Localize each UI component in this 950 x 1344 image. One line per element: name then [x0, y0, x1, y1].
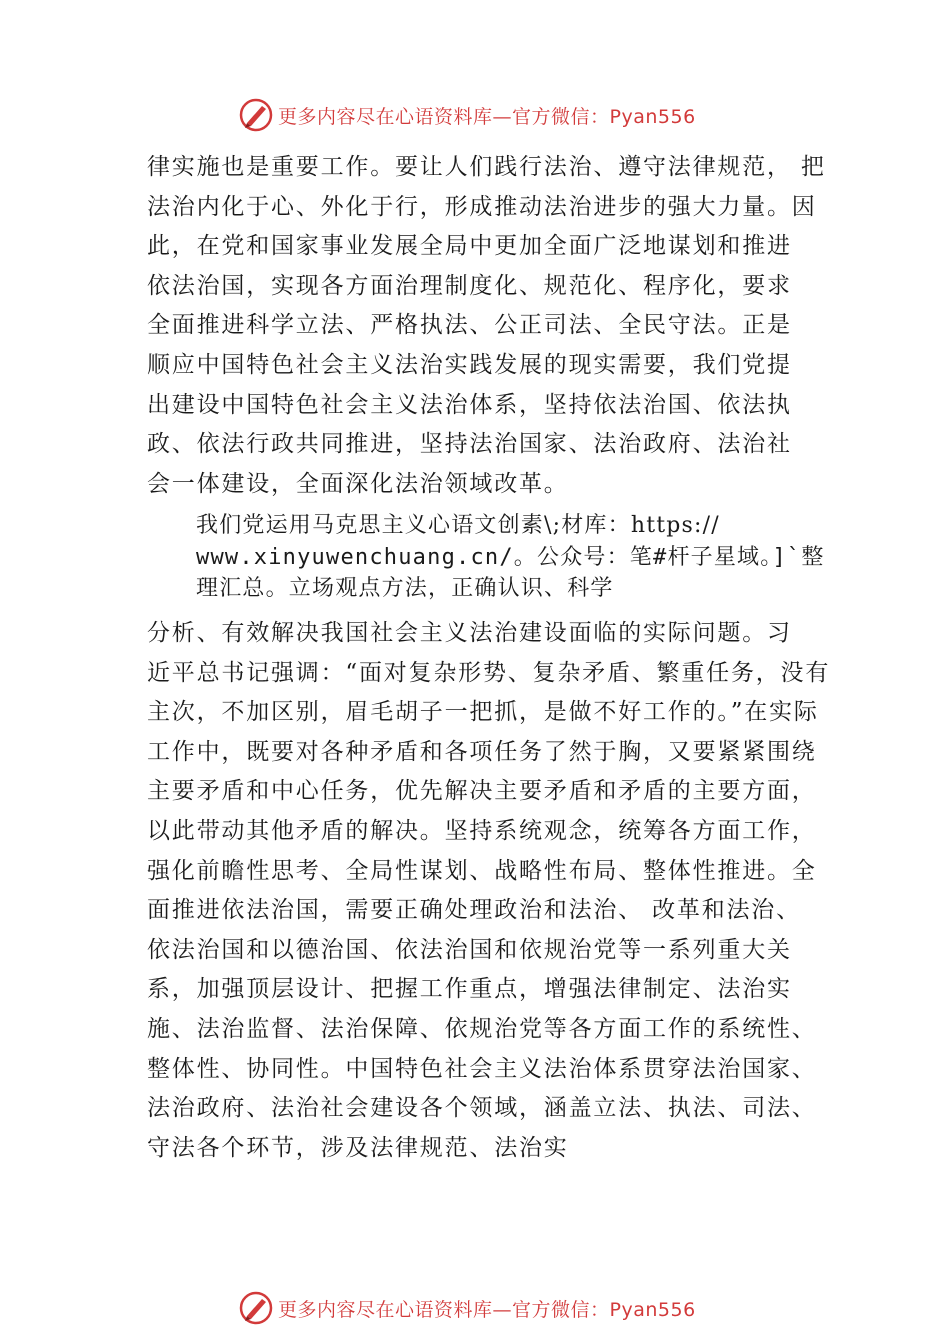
body-paragraph-2	[147, 614, 831, 1168]
note-line: 我们党运用马克思主义心语文创素\;材库：https://	[196, 513, 720, 538]
text-line: 律实施也是重要工作。要让人们践行法治、遵守法律规范， 把	[147, 154, 826, 180]
text-line: 系，加强顶层设计、把握工作重点，增强法律制定、法治实	[147, 976, 792, 1003]
text-line: 施、法治监督、法治保障、依规治党等各方面工作的系统性、	[147, 1015, 817, 1042]
text-line: 全面推进科学立法、严格执法、公正司法、全民守法。正是	[147, 312, 792, 339]
text-line: 强化前瞻性思考、全局性谋划、战略性布局、整体性推进。全	[147, 857, 817, 884]
text-line: 依法治国和以德治国、依法治国和依规治党等一系列重大关	[147, 936, 792, 963]
text-line: 面推进依法治国，需要正确处理政治和法治、 改革和法治、	[147, 897, 801, 924]
text-line: 出建设中国特色社会主义法治体系，坚持依法治国、依法执	[147, 391, 792, 418]
text-line: 近平总书记强调：“面对复杂形势、复杂矛盾、繁重任务，没有	[147, 659, 831, 686]
text-line: 政、依法行政共同推进，坚持法治国家、法治政府、法治社	[147, 431, 792, 458]
footer-banner	[238, 1290, 718, 1326]
note-line: www.xinyuwenchuang.cn/。公众号：笔#杆子星域。]`整	[196, 544, 825, 570]
pen-circle-logo-icon	[238, 1290, 274, 1326]
banner-brand: 更多内容尽在心语资料库	[278, 105, 493, 128]
text-line: 法治政府、法治社会建设各个领域，涵盖立法、执法、司法、	[147, 1095, 817, 1122]
banner-wechat-id: Pyan556	[609, 1298, 696, 1321]
body-paragraph-1	[147, 148, 826, 504]
text-line: 此，在党和国家事业发展全局中更加全面广泛地谋划和推进	[147, 233, 792, 260]
header-banner	[238, 97, 718, 133]
text-line: 主次，不加区别，眉毛胡子一把抓，是做不好工作的。”在实际	[147, 699, 819, 726]
text-line: 工作中，既要对各种矛盾和各项任务了然于胸，又要紧紧围绕	[147, 738, 817, 765]
text-line: 分析、有效解决我国社会主义法治建设面临的实际问题。习	[147, 620, 792, 646]
banner-separator: —	[492, 1298, 513, 1321]
pen-circle-logo-icon	[238, 97, 274, 133]
banner-wechat-label: 官方微信：	[512, 105, 610, 128]
banner-text	[278, 1295, 696, 1322]
text-line: 守法各个环节，涉及法律规范、法治实	[147, 1134, 569, 1161]
source-note	[196, 510, 826, 605]
banner-wechat-label: 官方微信：	[512, 1298, 610, 1321]
text-line: 整体性、协同性。中国特色社会主义法治体系贯穿法治国家、	[147, 1055, 817, 1082]
text-line: 以此带动其他矛盾的解决。坚持系统观念，统筹各方面工作，	[147, 817, 817, 844]
text-line: 主要矛盾和中心任务，优先解决主要矛盾和矛盾的主要方面，	[147, 778, 817, 805]
text-line: 法治内化于心、外化于行，形成推动法治进步的强大力量。因	[147, 193, 817, 220]
banner-text	[278, 102, 696, 129]
banner-brand: 更多内容尽在心语资料库	[278, 1298, 493, 1321]
note-line: 理汇总。立场观点方法，正确认识、科学	[196, 576, 614, 601]
text-line: 会一体建设，全面深化法治领域改革。	[147, 470, 569, 497]
text-line: 依法治国，实现各方面治理制度化、规范化、程序化，要求	[147, 272, 792, 299]
banner-separator: —	[492, 105, 513, 128]
banner-wechat-id: Pyan556	[609, 105, 696, 128]
text-line: 顺应中国特色社会主义法治实践发展的现实需要，我们党提	[147, 351, 792, 378]
